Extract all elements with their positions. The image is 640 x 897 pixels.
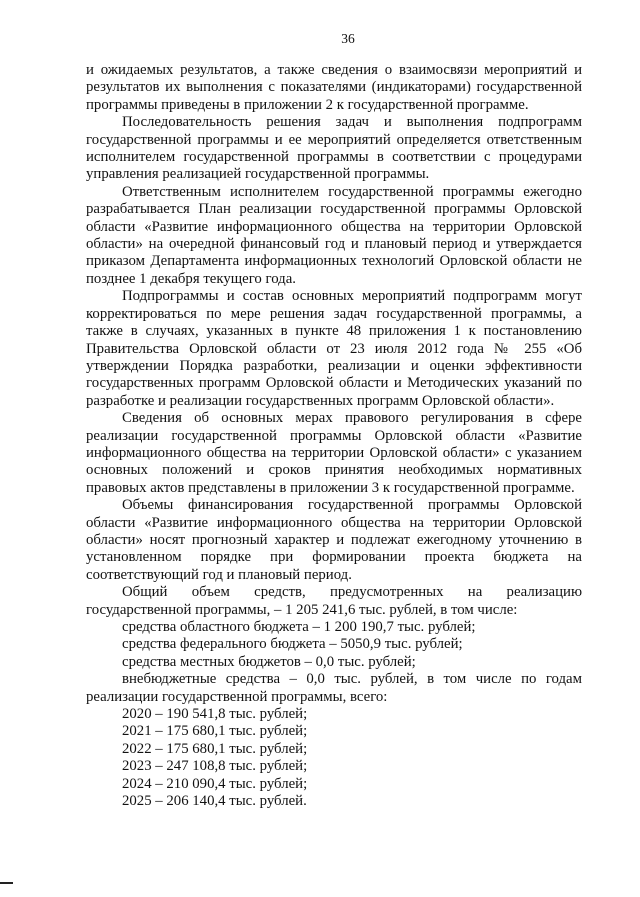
paragraph-subprograms: Подпрограммы и состав основных мероприятий подпрограмм могут корректироваться по мере решения задач государственной программы, а также в случаях, указанных в пункте 48 приложения 1 к постановлению Правительства Орловской области от 23 июля 2012 года № 255 «Об утверждении Порядка разработки, реализации и оценки эффективности государственных программ Орловской области и Методических указаний по разработке и реализации государственных программ Орловской области». [86,288,582,409]
paragraph-results: и ожидаемых результатов, а также сведения о взаимосвязи мероприятий и результатов их выполнения с показателями (индикаторами) государственной программы приведены в приложении 2 к государственной программе. [86,62,582,113]
paragraph-sequence: Последовательность решения задач и выполнения подпрограмм государственной программы и ее мероприятий определяется ответственным исполнителем государственной программы в соответствии с процедурами управления реализацией государственной программы. [86,114,582,183]
paragraph-total-funds: Общий объем средств, предусмотренных на реализацию государственной программы, – 1 205 241,6 тыс. рублей, в том числе: [86,584,582,618]
year-item: 2020 – 190 541,8 тыс. рублей; [122,706,308,723]
funding-item-extrabudgetary: внебюджетные средства – 0,0 тыс. рублей, в том числе по годам реализации государственной программы, всего: [86,671,582,705]
funding-item-regional: средства областного бюджета – 1 200 190,7 тыс. рублей; [122,619,476,635]
year-item: 2022 – 175 680,1 тыс. рублей; [122,740,308,757]
page-number: 36 [341,31,355,46]
funding-item-local: средства местных бюджетов – 0,0 тыс. рублей; [122,653,416,670]
year-item: 2023 – 247 108,8 тыс. рублей; [122,758,308,775]
year-item: 2021 – 175 680,1 тыс. рублей; [122,723,308,740]
paragraph-financing-volume: Объемы финансирования государственной программы Орловской области «Развитие информационного общества на территории Орловской области» носят прогнозный характер и подлежат ежегодному уточнению в установленном порядке при формировании проекта бюджета на соответствующий год и плановый период. [86,497,582,583]
year-item: 2024 – 210 090,4 тыс. рублей; [122,775,308,792]
paragraph-legal-regulation: Сведения об основных мерах правового регулирования в сфере реализации государственной программы Орловской области «Развитие информационного общества на территории Орловской области» с указанием основных положений и сроков принятия необходимых нормативных правовых актов представлены в приложении 3 к государственной программе. [86,410,582,496]
funding-item-federal: средства федерального бюджета – 5050,9 тыс. рублей; [122,636,463,653]
scan-edge-mark [0,882,13,884]
paragraph-implementation-plan: Ответственным исполнителем государственной программы ежегодно разрабатывается План реализации государственной программы Орловской области «Развитие информационного общества на территории Орловской области» на очередной финансовый год и плановый период и утверждается приказом Департамента информационных технологий Орловской области не позднее 1 декабря текущего года. [86,183,582,287]
year-item: 2025 – 206 140,4 тыс. рублей. [122,793,307,810]
document-body [86,62,582,810]
